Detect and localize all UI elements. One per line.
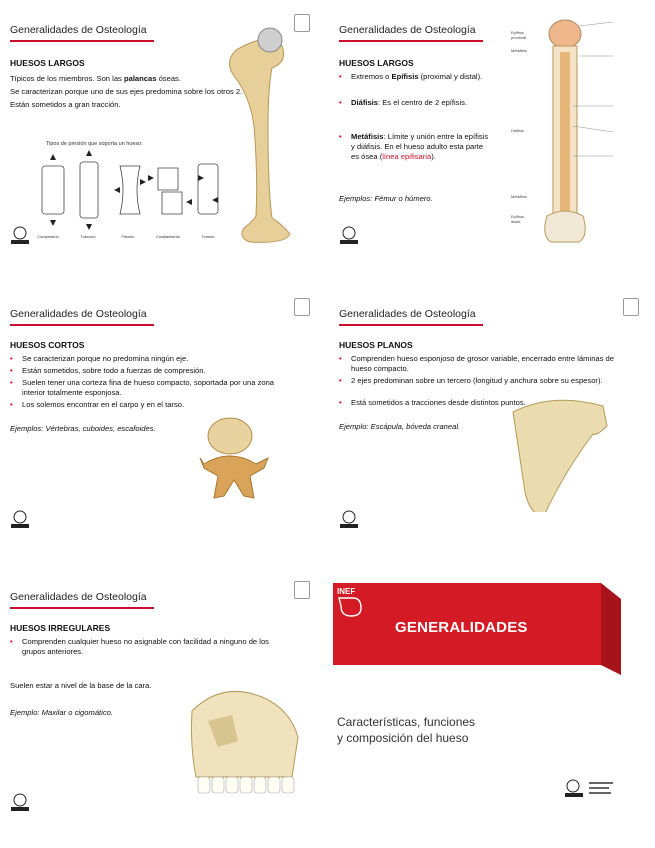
maxilla-image [188, 681, 304, 797]
text-line: Típicos de los miembros. Son las palancas óseas. [10, 74, 181, 83]
slide-corner-logo [623, 298, 639, 316]
inef-badge-text: INEF [337, 587, 356, 596]
bullet-item: • Están sometidos, sobre todo a fuerzas de compresión. [10, 366, 206, 375]
bullet-item: • Suelen tener una corteza fina de hueso compacto, soportada por una zona interior totalmente esponjosa. [10, 378, 275, 397]
bullet-item: • Se caracterizan porque no predomina ningún eje. [10, 354, 189, 363]
slide-subtitle: Características, funciones y composición del hueso [337, 715, 476, 745]
label-metaphysis: Metáfisis [511, 48, 527, 53]
example-text: Ejemplos: Fémur o húmero. [339, 194, 433, 203]
section-title: HUESOS LARGOS [10, 58, 85, 68]
example-text: Ejemplo: Escápula, bóveda craneal. [339, 422, 461, 431]
bullet-item: • 2 ejes predominan sobre un tercero (longitud y anchura sobre su espesor). [339, 376, 603, 385]
caption-shear: Cizallamiento [155, 234, 180, 239]
inef-badge [337, 587, 367, 625]
slide-flat-bones [333, 292, 643, 532]
example-text: Ejemplos: Vértebras, cuboides, escafoides. [10, 424, 156, 433]
pressure-diagram [34, 148, 224, 238]
slide-header: Generalidades de Osteología [10, 24, 147, 36]
bullet-item: • Está sometidos a tracciones desde distintos puntos. [339, 398, 526, 407]
caption-flexion: Flexión [121, 234, 135, 239]
slide-short-bones [4, 292, 314, 532]
slide-corner-logo [294, 14, 310, 32]
bullet-diaphysis: • Diáfisis: Es el centro de 2 epífisis. [339, 98, 468, 107]
label-distal-epiphysis: Epífisis distal [511, 214, 524, 224]
university-logo [338, 225, 360, 245]
femur-image [222, 22, 302, 244]
bullet-item: • Comprenden cualquier hueso no asignable con facilidad a ninguno de los grupos anteriores. [10, 637, 269, 656]
slide-title-generalidades [333, 575, 643, 815]
banner-3d-edge [601, 583, 623, 675]
slide-header: Generalidades de Osteología [10, 308, 147, 320]
label-proximal-epiphysis: Epífisis proximal [511, 30, 527, 40]
text-line: Están sometidos a gran tracción. [10, 100, 121, 109]
slide-corner-logo [294, 581, 310, 599]
section-title: HUESOS LARGOS [339, 58, 414, 68]
university-logo [9, 509, 31, 529]
university-logo [9, 792, 31, 812]
section-title: HUESOS IRREGULARES [10, 623, 111, 633]
diagram-title: Tipos de presión que soporta un hueso: [46, 141, 143, 147]
university-logo [338, 509, 360, 529]
caption-compression: Compresión [37, 234, 59, 239]
vertebra-image [190, 414, 270, 500]
section-title: HUESOS PLANOS [339, 340, 413, 350]
section-title: HUESOS CORTOS [10, 340, 85, 350]
university-logo [563, 778, 621, 798]
slide-long-bones-2 [333, 8, 643, 248]
caption-torsion: Torsión [201, 234, 215, 239]
header-underline [339, 324, 483, 326]
slide-header: Generalidades de Osteología [339, 308, 476, 320]
slide-header: Generalidades de Osteología [339, 24, 476, 36]
bullet-item: • Los solemos encontrar en el carpo y en el tarso. [10, 400, 185, 409]
slide-irregular-bones [4, 575, 314, 815]
label-diaphysis: Diáfisis [511, 128, 524, 133]
example-text: Ejemplo: Maxilar o cigomático. [10, 708, 113, 717]
bullet-metaphysis: • Metáfisis: Límite y unión entre la epífisis y diáfisis. En el hueso adulto esta parte es ósea (línea epifisaria). [339, 132, 489, 161]
university-logo [9, 225, 31, 245]
inef-logo-icon [337, 596, 363, 618]
bullet-epiphysis: • Extremos o Epífisis (proximal y distal). [339, 72, 483, 81]
banner-title: GENERALIDADES [395, 619, 528, 636]
header-underline [10, 607, 154, 609]
header-underline [339, 40, 483, 42]
slide-corner-logo [294, 298, 310, 316]
bullet-item: • Comprenden hueso esponjoso de grosor variable, encerrado entre láminas de hueso compacto. [339, 354, 614, 373]
slide-long-bones-1 [4, 8, 314, 248]
text-line: Se caracterizan porque uno de sus ejes predomina sobre los otros 2. [10, 87, 243, 96]
header-underline [10, 324, 154, 326]
long-bone-section-image [533, 16, 641, 244]
scapula-image [503, 392, 613, 512]
slide-header: Generalidades de Osteología [10, 591, 147, 603]
text-line: Suelen estar a nivel de la base de la cara. [10, 681, 152, 690]
label-metaphysis: Metáfisis [511, 194, 527, 199]
header-underline [10, 40, 154, 42]
caption-traction: Tracción [80, 234, 96, 239]
